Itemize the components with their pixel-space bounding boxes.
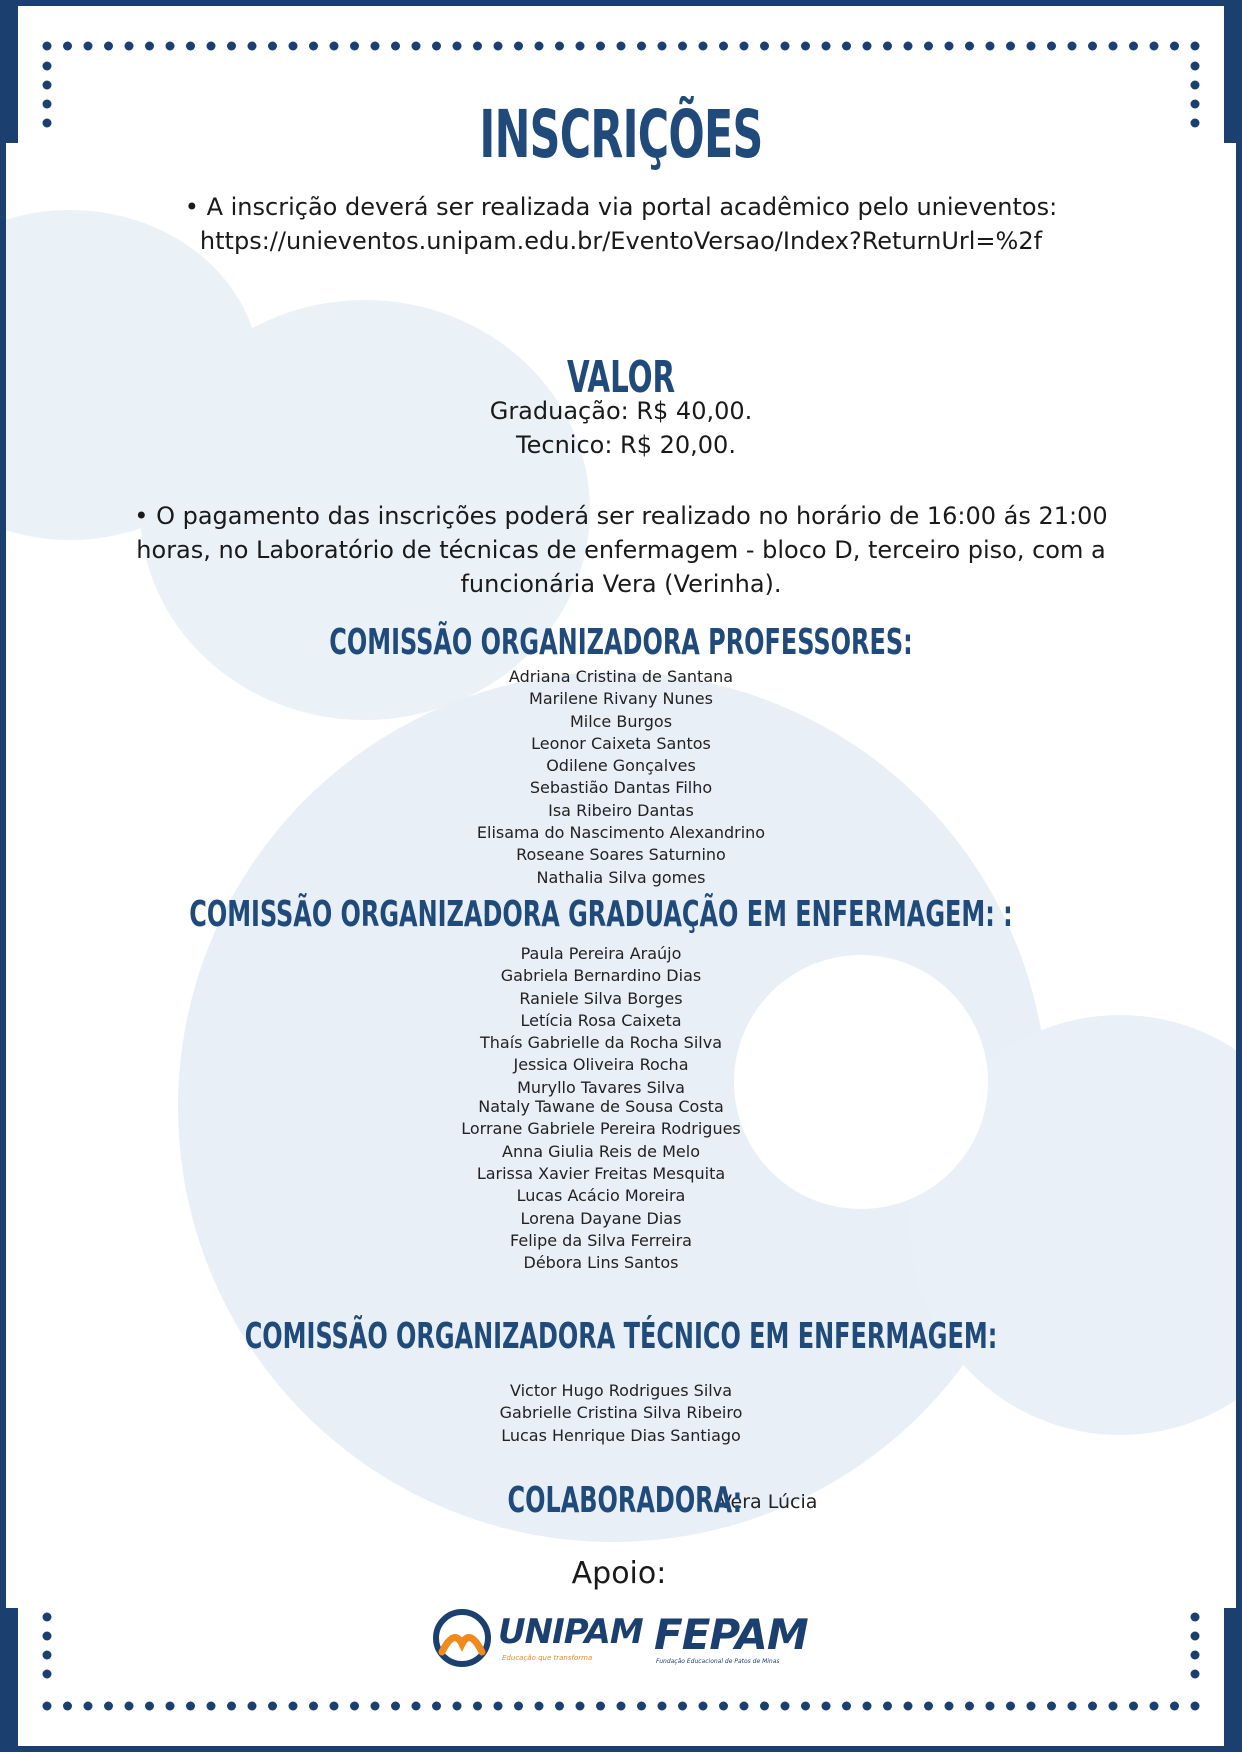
border-dot	[1047, 1702, 1056, 1711]
border-dot	[719, 1702, 728, 1711]
colaboradora-label: COLABORADORA:	[507, 1480, 742, 1521]
border-dot	[781, 42, 790, 51]
border-dot	[1006, 42, 1015, 51]
border-dot	[371, 1702, 380, 1711]
border-dot	[1047, 42, 1056, 51]
border-dot	[863, 42, 872, 51]
border-dot	[207, 1702, 216, 1711]
border-dot	[1088, 42, 1097, 51]
graduacao-heading: COMISSÃO ORGANIZADORA GRADUAÇÃO EM ENFERMAGEM: :	[189, 894, 1013, 935]
border-dot	[535, 42, 544, 51]
border-dot	[904, 42, 913, 51]
border-dot	[883, 42, 892, 51]
border-dot	[125, 1702, 134, 1711]
border-dot	[63, 1702, 72, 1711]
border-dot	[145, 1702, 154, 1711]
border-dot	[1191, 81, 1200, 90]
list-item: Lorena Dayane Dias	[520, 1208, 682, 1228]
border-dot	[330, 42, 339, 51]
fepam-tagline: Fundação Educacional de Patos de Minas	[656, 1658, 780, 1665]
list-item: Elisama do Nascimento Alexandrino	[476, 823, 766, 843]
border-dot	[289, 1702, 298, 1711]
intro-line-1: • A inscrição deverá ser realizada via portal acadêmico pelo unieventos:	[184, 193, 1058, 221]
list-item: Lucas Henrique Dias Santiago	[501, 1425, 741, 1445]
border-dot	[43, 42, 52, 51]
border-dot	[863, 1702, 872, 1711]
border-dot	[309, 42, 318, 51]
border-dot	[1027, 42, 1036, 51]
border-dot	[596, 42, 605, 51]
border-dot	[1191, 62, 1200, 71]
border-dot	[822, 42, 831, 51]
border-dot	[678, 42, 687, 51]
list-item: Nataly Tawane de Sousa Costa	[478, 1097, 724, 1117]
border-dot	[473, 1702, 482, 1711]
professores-list	[0, 666, 1242, 889]
border-dot	[227, 1702, 236, 1711]
border-dot	[1109, 42, 1118, 51]
border-dot	[924, 1702, 933, 1711]
border-dot	[1191, 1632, 1200, 1641]
border-dot	[43, 1613, 52, 1622]
list-item: Marilene Rivany Nunes	[529, 689, 713, 709]
border-dot	[1191, 1670, 1200, 1679]
payment-line-3: funcionária Vera (Verinha).	[460, 570, 782, 598]
list-item: Gabriela Bernardino Dias	[500, 966, 702, 986]
list-item: Débora Lins Santos	[523, 1253, 679, 1273]
border-dot	[904, 1702, 913, 1711]
border-dot	[1006, 1702, 1015, 1711]
border-dot	[555, 42, 564, 51]
border-dot	[596, 1702, 605, 1711]
border-dot	[248, 42, 257, 51]
list-item: Felipe da Silva Ferreira	[510, 1230, 692, 1250]
border-dot	[699, 42, 708, 51]
border-dot	[637, 1702, 646, 1711]
colaboradora-name: Vera Lúcia	[719, 1491, 818, 1513]
border-dot	[43, 119, 52, 128]
list-item: Thaís Gabrielle da Rocha Silva	[479, 1033, 722, 1053]
list-item: Nathalia Silva gomes	[536, 867, 706, 887]
border-dot	[1129, 42, 1138, 51]
border-dot	[1191, 119, 1200, 128]
intro-link[interactable]: https://unieventos.unipam.edu.br/EventoVersao/Index?ReturnUrl=%2f	[199, 227, 1043, 255]
border-dot	[678, 1702, 687, 1711]
border-dot	[43, 1632, 52, 1641]
border-dot	[965, 42, 974, 51]
border-dot	[801, 1702, 810, 1711]
border-dot	[740, 1702, 749, 1711]
border-dot	[1170, 42, 1179, 51]
border-dot	[740, 42, 749, 51]
unipam-tagline: Educação que transforma	[502, 1654, 593, 1662]
border-dot	[207, 42, 216, 51]
border-dot	[514, 1702, 523, 1711]
list-item: Odilene Gonçalves	[546, 756, 696, 776]
payment-info	[0, 499, 1242, 601]
border-dot	[350, 1702, 359, 1711]
border-dot	[637, 42, 646, 51]
border-dot	[494, 1702, 503, 1711]
border-dot	[965, 1702, 974, 1711]
list-item: Larissa Xavier Freitas Mesquita	[476, 1163, 726, 1183]
fepam-wordmark: FEPAM	[654, 1610, 808, 1659]
border-dot	[1068, 42, 1077, 51]
fepam-logo	[652, 1608, 808, 1668]
border-dot	[924, 42, 933, 51]
border-dot	[986, 1702, 995, 1711]
border-dot	[1068, 1702, 1077, 1711]
list-item: Muryllo Tavares Silva	[517, 1077, 685, 1097]
border-dot	[104, 42, 113, 51]
valor-heading: VALOR	[566, 352, 676, 403]
border-dot	[760, 42, 769, 51]
border-dot	[781, 1702, 790, 1711]
border-dot	[555, 1702, 564, 1711]
border-dot	[719, 42, 728, 51]
apoio-label: Apoio:	[571, 1556, 667, 1591]
border-dot	[104, 1702, 113, 1711]
list-item: Paula Pereira Araújo	[520, 944, 682, 963]
price-graduacao: Graduação: R$ 40,00.	[489, 397, 753, 425]
border-dot	[1027, 1702, 1036, 1711]
unipam-wordmark: UNIPAM	[498, 1612, 643, 1652]
border-dot	[412, 1702, 421, 1711]
border-dot	[268, 42, 277, 51]
border-dot	[412, 42, 421, 51]
border-dot	[391, 42, 400, 51]
border-dot	[268, 1702, 277, 1711]
border-dot	[494, 42, 503, 51]
border-dot	[43, 62, 52, 71]
border-dot	[63, 42, 72, 51]
border-dot	[1088, 1702, 1097, 1711]
border-dot	[842, 42, 851, 51]
border-dot	[576, 1702, 585, 1711]
border-dot	[617, 42, 626, 51]
border-dot	[658, 42, 667, 51]
border-dot	[432, 42, 441, 51]
border-dot	[1150, 1702, 1159, 1711]
price-tecnico: Tecnico: R$ 20,00.	[516, 431, 736, 459]
colaboradora-row	[0, 1480, 1242, 1521]
border-dot	[391, 1702, 400, 1711]
tecnico-list	[0, 1380, 1242, 1447]
list-item: Roseane Soares Saturnino	[516, 845, 726, 865]
list-item: Letícia Rosa Caixeta	[520, 1010, 682, 1030]
border-dot	[453, 42, 462, 51]
list-item: Anna Giulia Reis de Melo	[502, 1141, 700, 1161]
border-dot	[1109, 1702, 1118, 1711]
border-dot	[842, 1702, 851, 1711]
payment-line-2: horas, no Laboratório de técnicas de enfermagem - bloco D, terceiro piso, com a	[136, 536, 1106, 564]
border-dot	[43, 1651, 52, 1660]
list-item: Isa Ribeiro Dantas	[548, 800, 694, 820]
border-dot	[1150, 42, 1159, 51]
unipam-logo	[432, 1608, 643, 1668]
border-dot	[166, 42, 175, 51]
border-dot	[1191, 1613, 1200, 1622]
list-item: Adriana Cristina de Santana	[508, 667, 734, 686]
border-dot	[760, 1702, 769, 1711]
border-dot	[945, 42, 954, 51]
tecnico-heading: COMISSÃO ORGANIZADORA TÉCNICO EM ENFERMAGEM:	[244, 1316, 998, 1357]
border-dot	[617, 1702, 626, 1711]
border-dot	[227, 42, 236, 51]
border-dot	[43, 1702, 52, 1711]
border-dot	[289, 42, 298, 51]
payment-line-1: • O pagamento das inscrições poderá ser realizado no horário de 16:00 ás 21:00	[134, 502, 1108, 530]
graduacao-list	[0, 943, 1222, 1274]
border-dot	[822, 1702, 831, 1711]
professores-heading: COMISSÃO ORGANIZADORA PROFESSORES:	[329, 622, 913, 663]
border-dot	[166, 1702, 175, 1711]
list-item: Gabrielle Cristina Silva Ribeiro	[499, 1403, 743, 1423]
list-item: Lucas Acácio Moreira	[516, 1186, 686, 1206]
border-dot	[576, 42, 585, 51]
border-dot	[248, 1702, 257, 1711]
border-dot	[1191, 1651, 1200, 1660]
border-dot	[371, 42, 380, 51]
border-dot	[514, 42, 523, 51]
border-dot	[43, 1670, 52, 1679]
border-dot	[330, 1702, 339, 1711]
page-title: INSCRIÇÕES	[479, 96, 763, 173]
border-dot	[1170, 1702, 1179, 1711]
border-dot	[350, 42, 359, 51]
border-dot	[125, 42, 134, 51]
border-dot	[186, 1702, 195, 1711]
border-dot	[473, 42, 482, 51]
border-dot	[186, 42, 195, 51]
border-dot	[453, 1702, 462, 1711]
border-dot	[1191, 1702, 1200, 1711]
list-item: Victor Hugo Rodrigues Silva	[509, 1381, 732, 1400]
list-item: Raniele Silva Borges	[519, 988, 683, 1008]
border-dot	[1191, 100, 1200, 109]
intro-text	[0, 190, 1242, 258]
border-dot	[699, 1702, 708, 1711]
list-item: Leonor Caixeta Santos	[531, 733, 711, 753]
border-dot	[945, 1702, 954, 1711]
border-dot	[43, 100, 52, 109]
border-dot	[658, 1702, 667, 1711]
border-dot	[43, 81, 52, 90]
border-dot	[535, 1702, 544, 1711]
border-dot	[145, 42, 154, 51]
list-item: Milce Burgos	[569, 711, 673, 731]
list-item: Jessica Oliveira Rocha	[513, 1055, 689, 1075]
unipam-emblem-icon	[432, 1608, 496, 1668]
valor-prices	[0, 394, 1242, 462]
border-dot	[883, 1702, 892, 1711]
border-dot	[1191, 42, 1200, 51]
border-dot	[801, 42, 810, 51]
border-dot	[432, 1702, 441, 1711]
list-item: Sebastião Dantas Filho	[529, 778, 713, 798]
border-dot	[309, 1702, 318, 1711]
border-dot	[986, 42, 995, 51]
list-item: Lorrane Gabriele Pereira Rodrigues	[461, 1119, 741, 1139]
border-dot	[84, 1702, 93, 1711]
border-dot	[84, 42, 93, 51]
border-dot	[1129, 1702, 1138, 1711]
